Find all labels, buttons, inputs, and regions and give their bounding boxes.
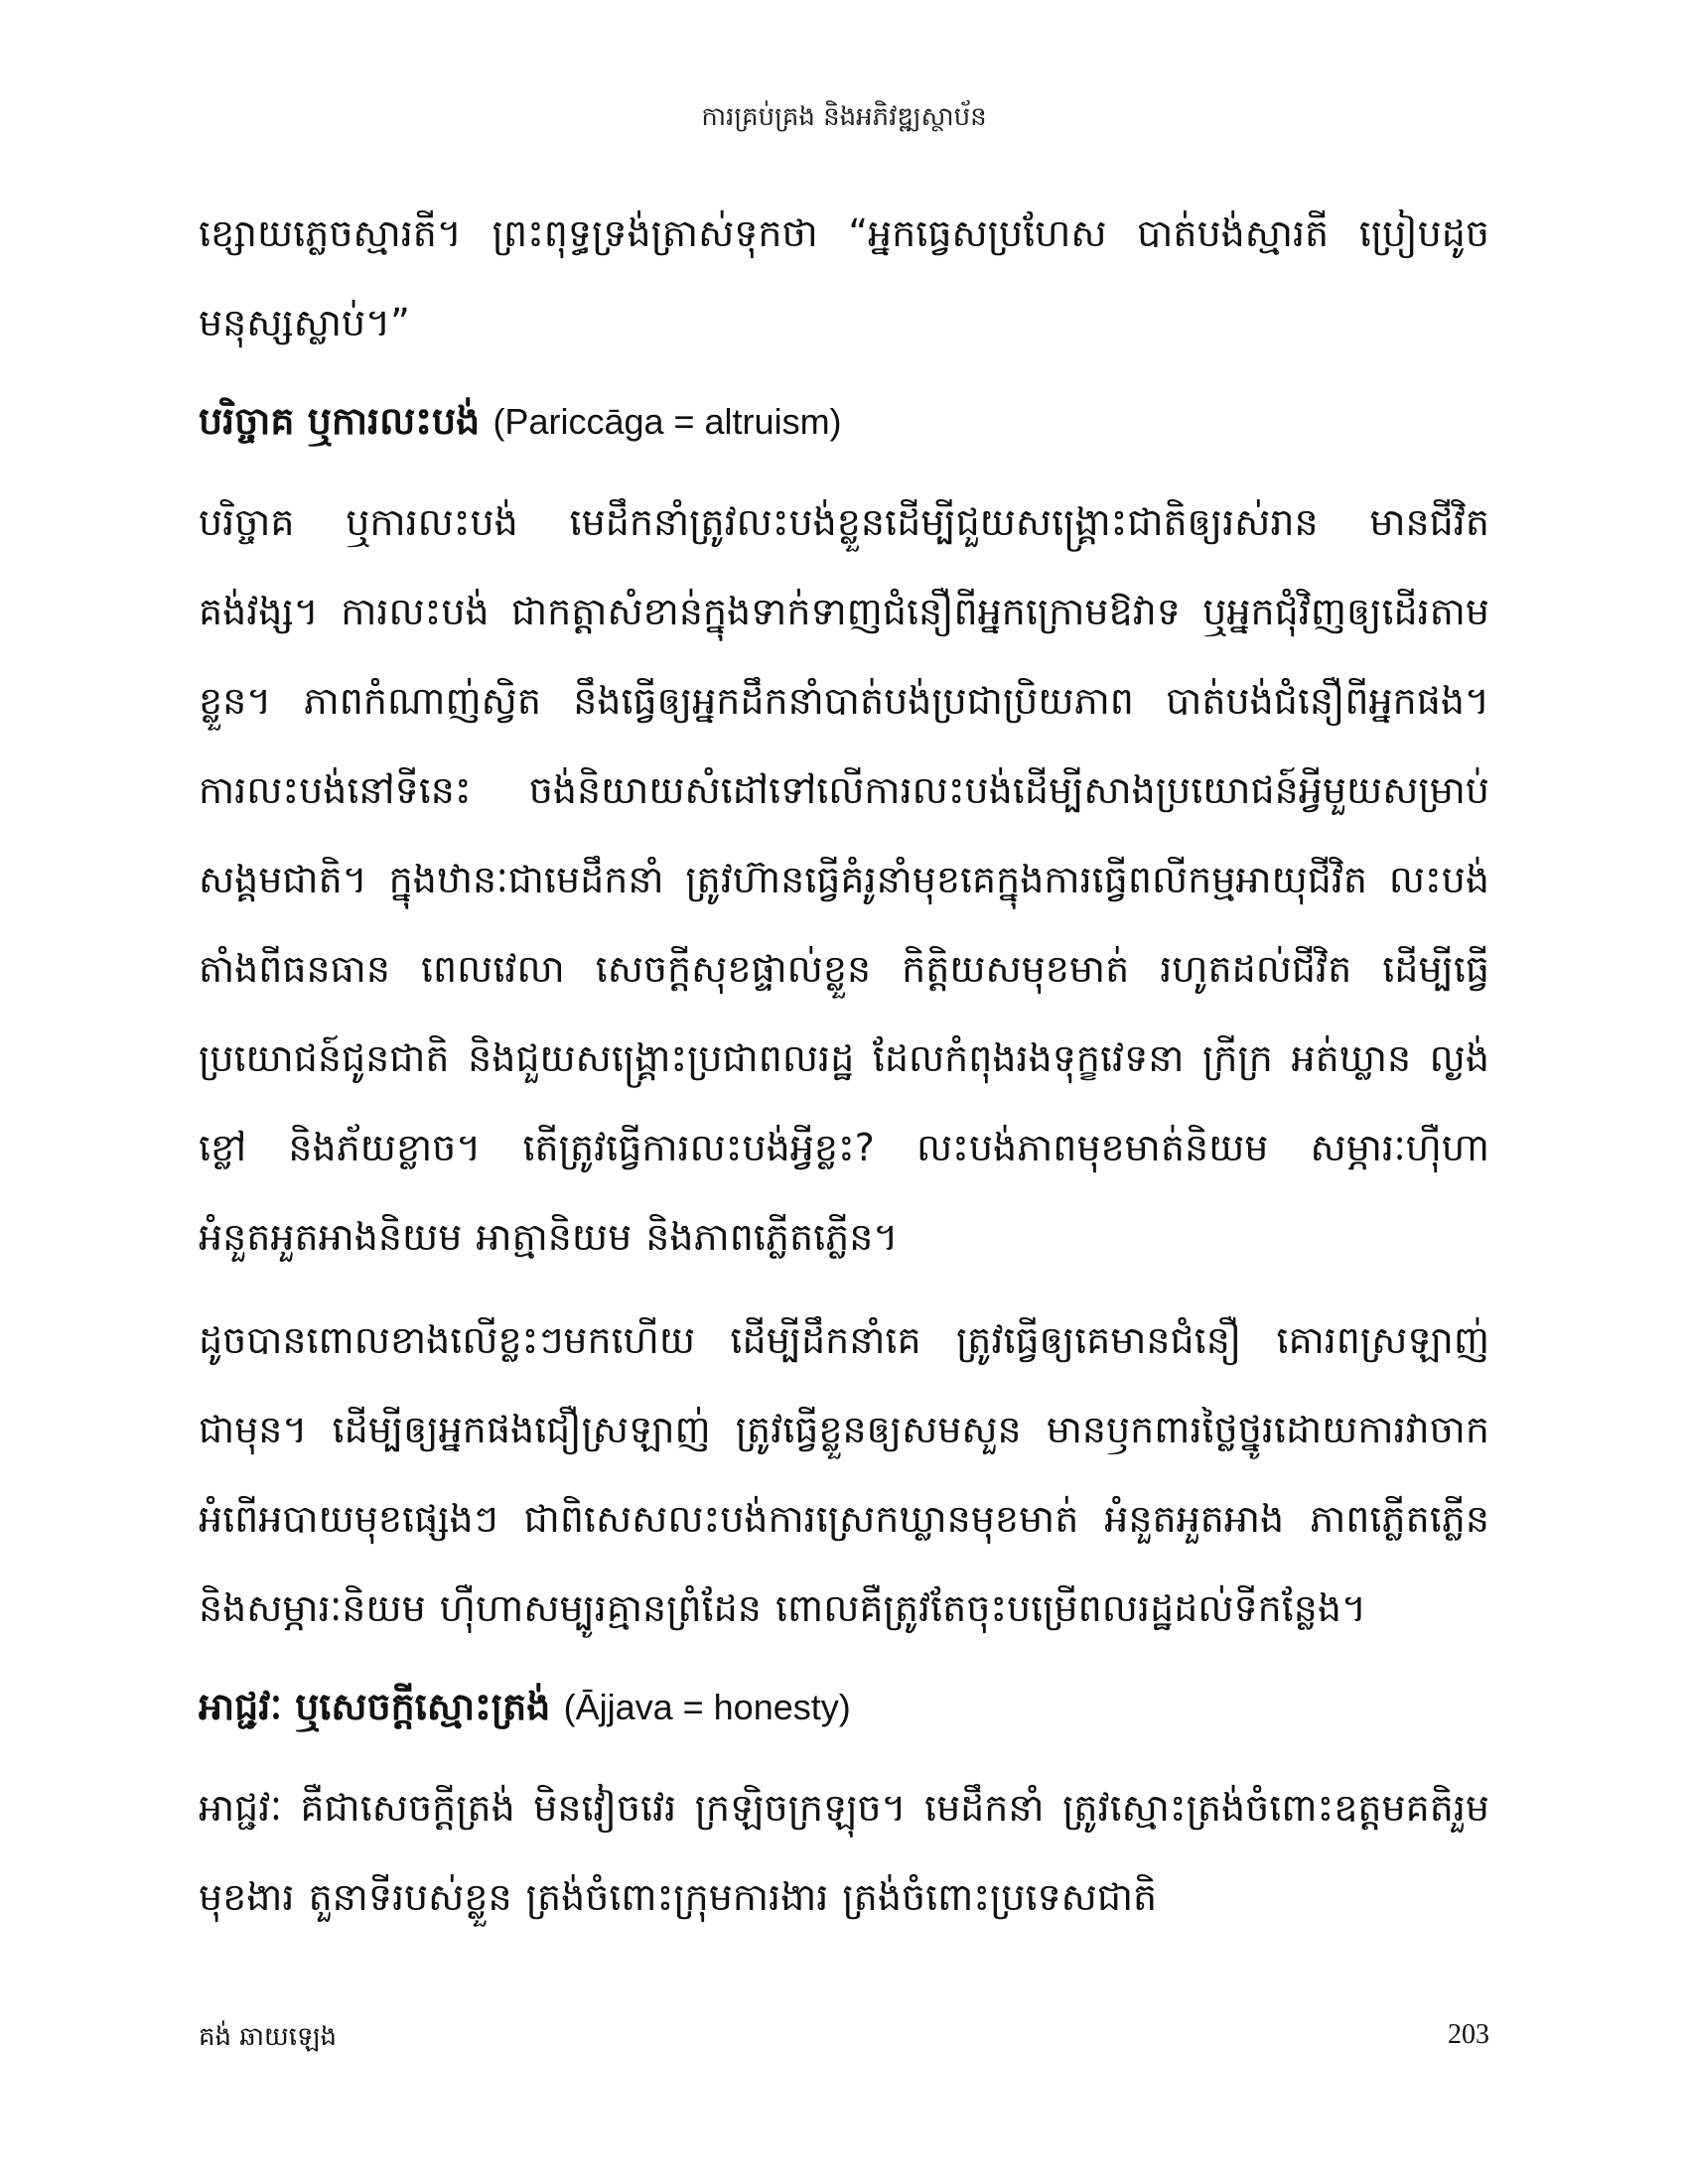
paragraph-3: ដូចបានពោលខាងលើខ្លះៗមកហើយ ដើម្បីដឹកនាំគេ ត្រូវធ្វើឲ្យគេមានជំនឿ គោរពស្រឡាញ់ជាមុន។ ដើម្បីឲ្យអ្នកផងជឿស្រឡាញ់ ត្រូវធ្វើខ្លួនឲ្យសមសួន មានឫកពារថ្លៃថ្នូរដោយការវាចាកអំពើអបាយមុខផ្សេងៗ ជាពិសេសលះបង់ការស្រេកឃ្លានមុខមាត់ អំនួតអួតអាង ភាពភ្លើតភ្លើន និងសម្ភារៈនិយម ហ៊ឺហាសម្បូរគ្មានព្រំដែន ពោលគឺត្រូវតែចុះបម្រើពលរដ្ឋដល់ទីកន្លែង។ [199, 1318, 1489, 1630]
heading-khmer: អាជ្ជវៈ ឬសេចក្តីស្មោះត្រង់ [199, 1685, 551, 1728]
paragraph-4: អាជ្ជវៈ គឺជាសេចក្តីត្រង់ មិនវៀចវេរ ក្រឡិចក្រឡុច។ មេដឹកនាំ ត្រូវស្មោះត្រង់ចំពោះឧត្តមគតិរួម មុខងារ តួនាទីរបស់ខ្លួន ត្រង់ចំពោះក្រុមការងារ ត្រង់ចំពោះប្រទេសជាតិ [199, 1786, 1489, 1919]
footer-author: គង់ ឆាយឡេង [199, 2022, 338, 2052]
section-heading-ajjava [199, 1667, 1489, 1747]
heading-latin: (Pariccāga = altruism) [492, 401, 842, 442]
heading-latin: (Ājjava = honesty) [563, 1687, 851, 1727]
page-body [199, 189, 1489, 1956]
running-header: ការគ្រប់គ្រង និងអភិវឌ្ឍស្ថាប័ន [701, 102, 987, 132]
section-heading-pariccaga [199, 381, 1489, 462]
page-number: 203 [1448, 2019, 1489, 2050]
paragraph-1: ខ្សោយភ្លេចស្មារតី។ ព្រះពុទ្ធទ្រង់ត្រាស់ទុកថា “អ្នកធ្វេសប្រហែស បាត់បង់ស្មារតី ប្រៀបដូចមនុស្សស្លាប់។” [199, 211, 1489, 344]
paragraph-2: បរិច្ចាគ ឬការលះបង់ មេដឹកនាំត្រូវលះបង់ខ្លួនដើម្បីជួយសង្គ្រោះជាតិឲ្យរស់រាន មានជីវិតគង់វង្ស។ ការលះបង់ ជាកត្តាសំខាន់ក្នុងទាក់ទាញជំនឿពីអ្នកក្រោមឱវាទ ឬអ្នកជុំវិញឲ្យដើរតាមខ្លួន។ ភាពកំណាញ់ស្វិត នឹងធ្វើឲ្យអ្នកដឹកនាំបាត់បង់ប្រជាប្រិយភាព បាត់បង់ជំនឿពីអ្នកផង។ ការលះបង់នៅទីនេះ ចង់និយាយសំដៅទៅលើការលះបង់ដើម្បីសាងប្រយោជន៍អ្វីមួយសម្រាប់សង្គមជាតិ។ ក្នុងឋានៈជាមេដឹកនាំ ត្រូវហ៊ានធ្វើគំរូនាំមុខគេក្នុងការធ្វើពលីកម្មអាយុជីវិត លះបង់តាំងពីធនធាន ពេលវេលា សេចក្តីសុខផ្ទាល់ខ្លួន កិត្តិយសមុខមាត់ រហូតដល់ជីវិត ដើម្បីធ្វើប្រយោជន៍ជូនជាតិ និងជួយសង្គ្រោះប្រជាពលរដ្ឋ ដែលកំពុងរងទុក្ខវេទនា ក្រីក្រ អត់ឃ្លាន ល្ងង់ខ្លៅ និងភ័យខ្លាច។ តើត្រូវធ្វើការលះបង់អ្វីខ្លះ? លះបង់ភាពមុខមាត់និយម សម្ភារៈហ៊ឺហា អំនួតអួតអាងនិយម អាត្មានិយម និងភាពភ្លើតភ្លើន។ [199, 500, 1489, 1259]
heading-khmer: បរិច្ចាគ ឬការលះបង់ [199, 399, 481, 443]
